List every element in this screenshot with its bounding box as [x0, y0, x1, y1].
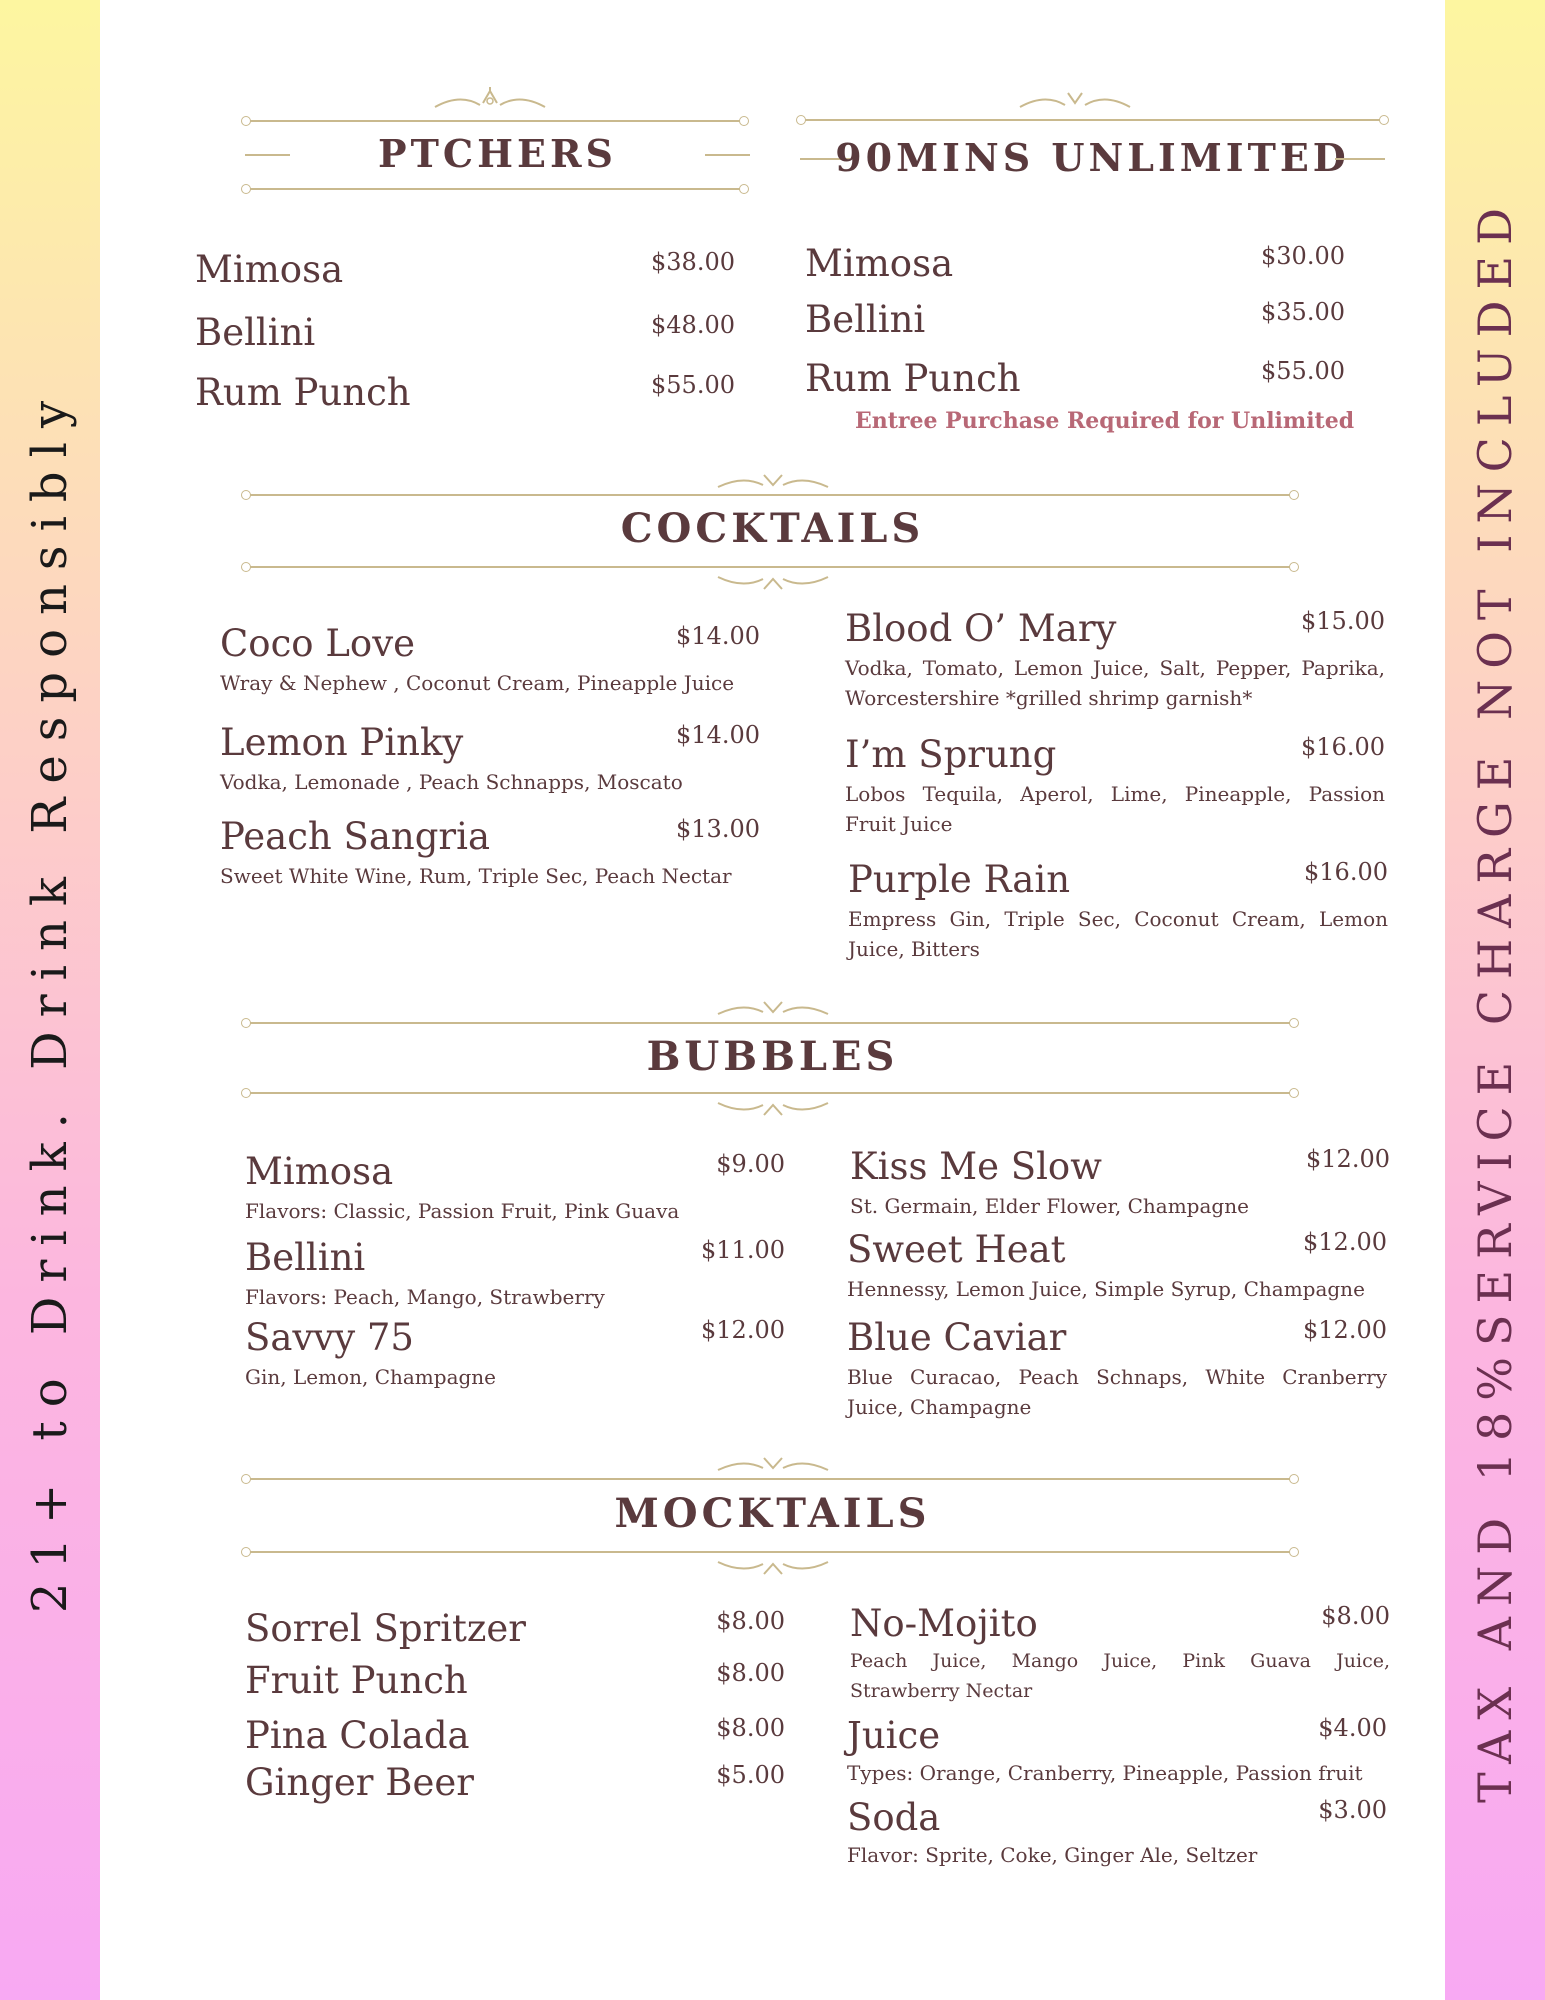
item-price: $13.00: [676, 815, 760, 843]
pitchers-header: [245, 85, 750, 205]
item-price: $14.00: [676, 622, 760, 650]
menu-item: [245, 1659, 785, 1709]
item-price: $12.00: [1303, 1228, 1387, 1256]
item-name: Rum Punch: [195, 371, 411, 414]
item-price: $48.00: [651, 311, 735, 339]
item-price: $5.00: [716, 1761, 785, 1789]
menu-item: [245, 1150, 785, 1230]
service-charge-text: TAX AND 18%SERVICE CHARGE NOT INCLUDED: [1468, 197, 1522, 1803]
mocktails-header: [245, 1448, 1300, 1578]
divider-line: [245, 1478, 1295, 1480]
item-price: $4.00: [1318, 1714, 1387, 1742]
item-price: $8.00: [716, 1714, 785, 1742]
item-description: St. Germain, Elder Flower, Champagne: [850, 1194, 1249, 1218]
flourish-ornament: [1010, 85, 1140, 113]
item-price: $12.00: [1306, 1145, 1390, 1173]
item-description: Sweet White Wine, Rum, Triple Sec, Peach Nectar: [220, 864, 732, 888]
item-name: Mimosa: [245, 1150, 394, 1193]
flourish-ornament: [708, 992, 838, 1020]
item-name: Sorrel Spritzer: [245, 1607, 526, 1650]
menu-item: [847, 1228, 1387, 1308]
item-name: Blood O’ Mary: [845, 607, 1117, 650]
item-name: Purple Rain: [848, 858, 1071, 901]
item-name: I’m Sprung: [845, 733, 1057, 776]
right-side-banner: [1445, 0, 1545, 2000]
menu-item: [245, 1607, 785, 1657]
menu-item: [245, 1714, 785, 1764]
divider-line: [245, 494, 1295, 496]
menu-item: [245, 1316, 785, 1396]
drink-responsibly-text: 21+ to Drink. Drink Responsibly: [22, 386, 78, 1614]
item-price: $35.00: [1261, 298, 1345, 326]
item-price: $38.00: [651, 248, 735, 276]
item-price: $16.00: [1301, 733, 1385, 761]
item-name: Bellini: [245, 1236, 366, 1279]
item-description: Wray & Nephew , Coconut Cream, Pineapple Juice: [220, 671, 735, 695]
item-name: Sweet Heat: [847, 1228, 1066, 1271]
menu-item: [245, 1236, 785, 1316]
item-description: Peach Juice, Mango Juice, Pink Guava Juice, Strawberry Nectar: [850, 1650, 1390, 1702]
unlimited-note: Entree Purchase Required for Unlimited: [855, 408, 1355, 434]
flourish-ornament: [708, 571, 838, 599]
menu-item: [195, 311, 735, 361]
menu-item: [850, 1145, 1390, 1225]
menu-item: [850, 1602, 1390, 1712]
menu-item: [805, 298, 1345, 348]
flourish-ornament: [425, 85, 555, 113]
item-description: Empress Gin, Triple Sec, Coconut Cream, Lemon Juice, Bitters: [848, 907, 1388, 961]
divider-line: [245, 188, 745, 190]
item-name: Fruit Punch: [245, 1659, 468, 1702]
menu-item: [847, 1714, 1387, 1794]
unlimited-header: [800, 85, 1385, 205]
item-price: $11.00: [701, 1236, 785, 1264]
menu-item: [845, 733, 1385, 843]
menu-item: [805, 357, 1345, 407]
item-name: Bellini: [805, 298, 926, 341]
item-description: Blue Curacao, Peach Schnaps, White Cranberry Juice, Champagne: [847, 1365, 1387, 1419]
section-title-unlimited: 90MINS UNLIMITED: [835, 135, 1350, 180]
section-title-pitchers: PTCHERS: [378, 131, 617, 176]
item-name: Mimosa: [805, 242, 954, 285]
flourish-ornament: [708, 465, 838, 493]
item-name: No-Mojito: [850, 1602, 1038, 1645]
item-name: Ginger Beer: [245, 1761, 474, 1804]
section-title-cocktails: COCKTAILS: [620, 505, 925, 552]
divider-dash: [1335, 158, 1385, 160]
item-name: Mimosa: [195, 248, 344, 291]
item-price: $16.00: [1304, 858, 1388, 886]
item-name: Juice: [847, 1714, 941, 1757]
divider-line: [800, 119, 1385, 121]
flourish-ornament: [708, 1097, 838, 1125]
item-price: $12.00: [701, 1316, 785, 1344]
item-price: $8.00: [716, 1659, 785, 1687]
left-side-banner: [0, 0, 100, 2000]
menu-item: [195, 371, 735, 421]
divider-line: [245, 1092, 1295, 1094]
menu-item: [220, 721, 760, 801]
item-description: Hennessy, Lemon Juice, Simple Syrup, Champagne: [847, 1277, 1365, 1301]
cocktails-header: [245, 465, 1300, 595]
item-name: Coco Love: [220, 622, 415, 665]
item-price: $9.00: [716, 1150, 785, 1178]
menu-item: [845, 607, 1385, 717]
item-description: Flavors: Peach, Mango, Strawberry: [245, 1285, 605, 1309]
item-price: $15.00: [1301, 607, 1385, 635]
item-name: Bellini: [195, 311, 316, 354]
item-price: $12.00: [1303, 1316, 1387, 1344]
divider-line: [245, 1022, 1295, 1024]
item-description: Types: Orange, Cranberry, Pineapple, Passion fruit: [847, 1761, 1363, 1785]
menu-item: [195, 248, 735, 298]
menu-item: [245, 1761, 785, 1811]
section-title-mocktails: MOCKTAILS: [614, 1490, 931, 1537]
item-description: Vodka, Tomato, Lemon Juice, Salt, Pepper, Paprika, Worcestershire *grilled shrimp garnish*: [845, 656, 1385, 710]
menu-item: [847, 1316, 1387, 1426]
item-price: $8.00: [716, 1607, 785, 1635]
item-description: Gin, Lemon, Champagne: [245, 1365, 497, 1389]
divider-line: [245, 566, 1295, 568]
item-price: $55.00: [1261, 357, 1345, 385]
item-description: Vodka, Lemonade , Peach Schnapps, Moscato: [220, 770, 683, 794]
item-name: Rum Punch: [805, 357, 1021, 400]
item-name: Peach Sangria: [220, 815, 491, 858]
item-description: Flavor: Sprite, Coke, Ginger Ale, Seltzer: [847, 1843, 1258, 1867]
item-name: Pina Colada: [245, 1714, 470, 1757]
item-name: Soda: [847, 1796, 941, 1839]
item-name: Lemon Pinky: [220, 721, 464, 764]
flourish-ornament: [708, 1556, 838, 1584]
menu-item: [847, 1796, 1387, 1876]
item-price: $14.00: [676, 721, 760, 749]
menu-item: [220, 622, 760, 702]
menu-item: [220, 815, 760, 895]
item-price: $30.00: [1261, 242, 1345, 270]
item-name: Savvy 75: [245, 1316, 414, 1359]
menu-item: [805, 242, 1345, 292]
item-name: Kiss Me Slow: [850, 1145, 1102, 1188]
item-price: $3.00: [1318, 1796, 1387, 1824]
item-price: $55.00: [651, 371, 735, 399]
flourish-ornament: [708, 1448, 838, 1476]
bubbles-header: [245, 992, 1300, 1122]
menu-item: [848, 858, 1388, 968]
item-price: $8.00: [1321, 1602, 1390, 1630]
item-description: Lobos Tequila, Aperol, Lime, Pineapple, Passion Fruit Juice: [845, 782, 1385, 836]
divider-dash: [705, 154, 750, 156]
item-name: Blue Caviar: [847, 1316, 1067, 1359]
section-title-bubbles: BUBBLES: [646, 1033, 899, 1080]
divider-line: [245, 1551, 1295, 1553]
divider-line: [245, 120, 745, 122]
item-description: Flavors: Classic, Passion Fruit, Pink Guava: [245, 1199, 680, 1223]
